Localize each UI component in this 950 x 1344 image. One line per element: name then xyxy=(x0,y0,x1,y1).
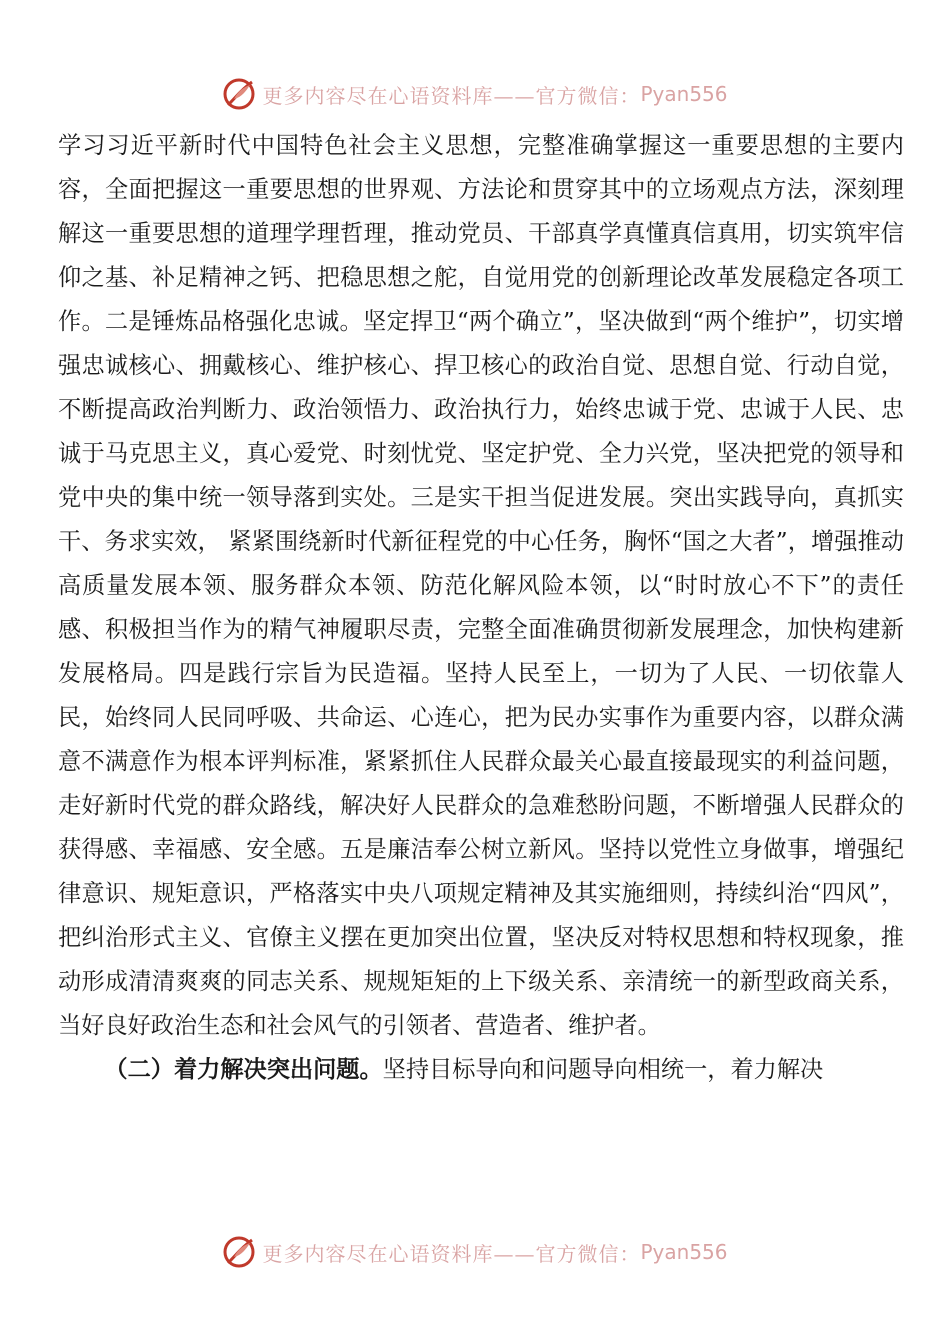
feather-logo-icon xyxy=(222,77,256,111)
header-watermark xyxy=(0,74,950,114)
watermark-text: 更多内容尽在心语资料库——官方微信： xyxy=(262,1241,641,1266)
watermark-wechat-id: Pyan556 xyxy=(640,1240,728,1264)
body-paragraph: 学习习近平新时代中国特色社会主义思想，完整准确掌握这一重要思想的主要内容，全面把握这一重要思想的世界观、方法论和贯穿其中的立场观点方法，深刻理解这一重要思想的道理学理哲理，推动党员、干部真学真懂真信真用，切实筑牢信仰之基、补足精神之钙、把稳思想之舵，自觉用党的创新理论改革发展稳定各项工作。二是锤炼品格强化忠诚。坚定捍卫“两个确立”，坚决做到“两个维护”，切实增强忠诚核心、拥戴核心、维护核心、捍卫核心的政治自觉、思想自觉、行动自觉，不断提高政治判断力、政治领悟力、政治执行力，始终忠诚于党、忠诚于人民、忠诚于马克思主义，真心爱党、时刻忧党、坚定护党、全力兴党，坚决把党的领导和党中央的集中统一领导落到实处。三是实干担当促进发展。突出实践导向，真抓实干、务求实效， 紧紧围绕新时代新征程党的中心任务，胸怀“国之大者”，增强推动高质量发展本领、服务群众本领、防范化解风险本领，以“时时放心不下”的责任感、积极担当作为的精气神履职尽责，完整全面准确贯彻新发展理念，加快构建新发展格局。四是践行宗旨为民造福。坚持人民至上，一切为了人民、一切依靠人民，始终同人民同呼吸、共命运、心连心，把为民办实事作为重要内容，以群众满意不满意作为根本评判标准，紧紧抓住人民群众最关心最直接最现实的利益问题，走好新时代党的群众路线，解决好人民群众的急难愁盼问题，不断增强人民群众的获得感、幸福感、安全感。五是廉洁奉公树立新风。坚持以党性立身做事，增强纪律意识、规矩意识，严格落实中央八项规定精神及其实施细则，持续纠治“四风”，把纠治形式主义、官僚主义摆在更加突出位置，坚决反对特权思想和特权现象，推动形成清清爽爽的同志关系、规规矩矩的上下级关系、亲清统一的新型政商关系，当好良好政治生态和社会风气的引领者、营造者、维护者。 xyxy=(58,132,904,1039)
section-paragraph-text: 坚持目标导向和问题导向相统一，着力解决 xyxy=(382,1056,824,1083)
watermark-wechat-id: Pyan556 xyxy=(640,82,728,106)
feather-logo-icon xyxy=(222,1235,256,1269)
footer-watermark xyxy=(0,1232,950,1272)
section-heading: （二）着力解决突出问题。 xyxy=(104,1056,383,1083)
section-paragraph xyxy=(58,1048,904,1092)
document-body xyxy=(58,124,904,1092)
watermark-text: 更多内容尽在心语资料库——官方微信： xyxy=(262,83,641,108)
